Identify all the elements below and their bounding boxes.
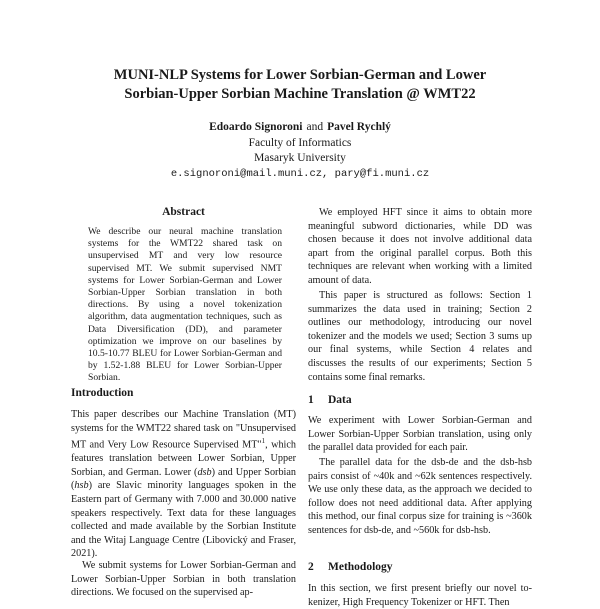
paper-title	[60, 66, 540, 104]
author-conjunction: and	[306, 121, 324, 133]
data-section-number: 1	[308, 394, 314, 406]
introduction-paragraph-2: We submit systems for Lower Sorbian-German and Lower Sorbian-Upper Sorbian in both translation directions. We focused on the supervised ap-	[71, 560, 296, 599]
data-paragraph-2: The parallel data for the dsb-de and the dsb-hsb pairs consist of ~40k and ~62k sentences respectively. We use only these data, as the approach we decided to follow does not need additional data. After applying this method, our final corpus size for training is ~360k sentences for dsb-de, and ~560k for dsb-hsb.	[308, 457, 532, 536]
lang-code-hsb: hsb	[74, 480, 89, 492]
intro-p1-part-c: ) and Upper Sorbian (	[71, 466, 296, 492]
abstract-heading: Abstract	[162, 206, 205, 218]
right-paragraph-2: This paper is structured as follows: Section 1 summarizes the data used in training; Section 2 outlines our methodology, introducing our novel tokenizer and the models we used; Section 3 sums up our final systems, while Section 4 relates and discusses the results of our experiments; Section 5 contains some final remarks.	[308, 290, 532, 383]
data-section-title: Data	[328, 394, 352, 406]
lang-code-dsb: dsb	[197, 466, 212, 478]
introduction-paragraph-1	[71, 408, 296, 561]
title-line-1: MUNI-NLP Systems for Lower Sorbian-German and Lower	[113, 67, 487, 83]
methodology-section-heading	[308, 560, 393, 574]
affiliation: Faculty of Informatics	[248, 136, 352, 149]
intro-p1-part-b: , which features translation between Lower Sorbian, Upper Sorbian, and German. Lower (	[71, 439, 296, 478]
author-2: Pavel Rychlý	[327, 121, 391, 133]
intro-p1-part-a: This paper describes our Machine Translation (MT) systems for the WMT22 shared task on "Unsupervised MT and Very Low Resource Supervised MT"	[71, 409, 296, 451]
abstract-text: We describe our neural machine translation systems for the WMT22 shared task on unsupervised MT and very low resource supervised MT. We submit supervised NMT systems for Lower Sorbian-German and Lower Sorbian-Upper Sorbian translation in both directions. By using a novel tokenization algorithm, data augmentation techniques, such as Data Diversification (DD), and parameter optimization we improve on our baselines by 10.5-10.77 BLEU for Lower Sorbian-German and by 1.52-1.88 BLEU for Lower Sorbian-Upper Sorbian.	[88, 226, 282, 384]
introduction-heading: Introduction	[71, 387, 134, 399]
data-paragraph-1: We experiment with Lower Sorbian-German and Lower Sorbian-Upper Sorbian translation, using only the parallel data provided for each pair.	[308, 415, 532, 454]
data-section-heading	[308, 393, 352, 407]
title-line-2: Sorbian-Upper Sorbian Machine Translation @ WMT22	[124, 86, 476, 102]
methodology-section-number: 2	[308, 561, 314, 573]
methodology-section-title: Methodology	[328, 561, 393, 573]
author-emails: e.signoroni@mail.muni.cz, pary@fi.muni.cz	[170, 167, 430, 180]
author-1: Edoardo Signoroni	[209, 121, 303, 133]
right-paragraph-1: We employed HFT since it aims to obtain more meaningful subword dictionaries, while DD was chosen because it does not involve additional data apart from the original parallel corpus. Both this techniques are relevant when working with a limited amount of data.	[308, 207, 532, 286]
author-names	[100, 120, 500, 136]
author-block	[100, 120, 500, 182]
intro-p1-part-d: ) are Slavic minority languages spoken in the Eastern part of Germany with 7.000 and 30.000 native speakers respectively. Text data for these languages collected and made available by the Sorbian Institute and the Witaj Language Centre (Libovický and Fraser, 2021).	[71, 480, 296, 560]
university: Masaryk University	[254, 152, 346, 164]
footnote-marker: 1	[261, 437, 266, 446]
methodology-paragraph-1: In this section, we first present briefly our novel to- kenizer, High Frequency Tokenizer or HFT. Then	[308, 583, 532, 608]
